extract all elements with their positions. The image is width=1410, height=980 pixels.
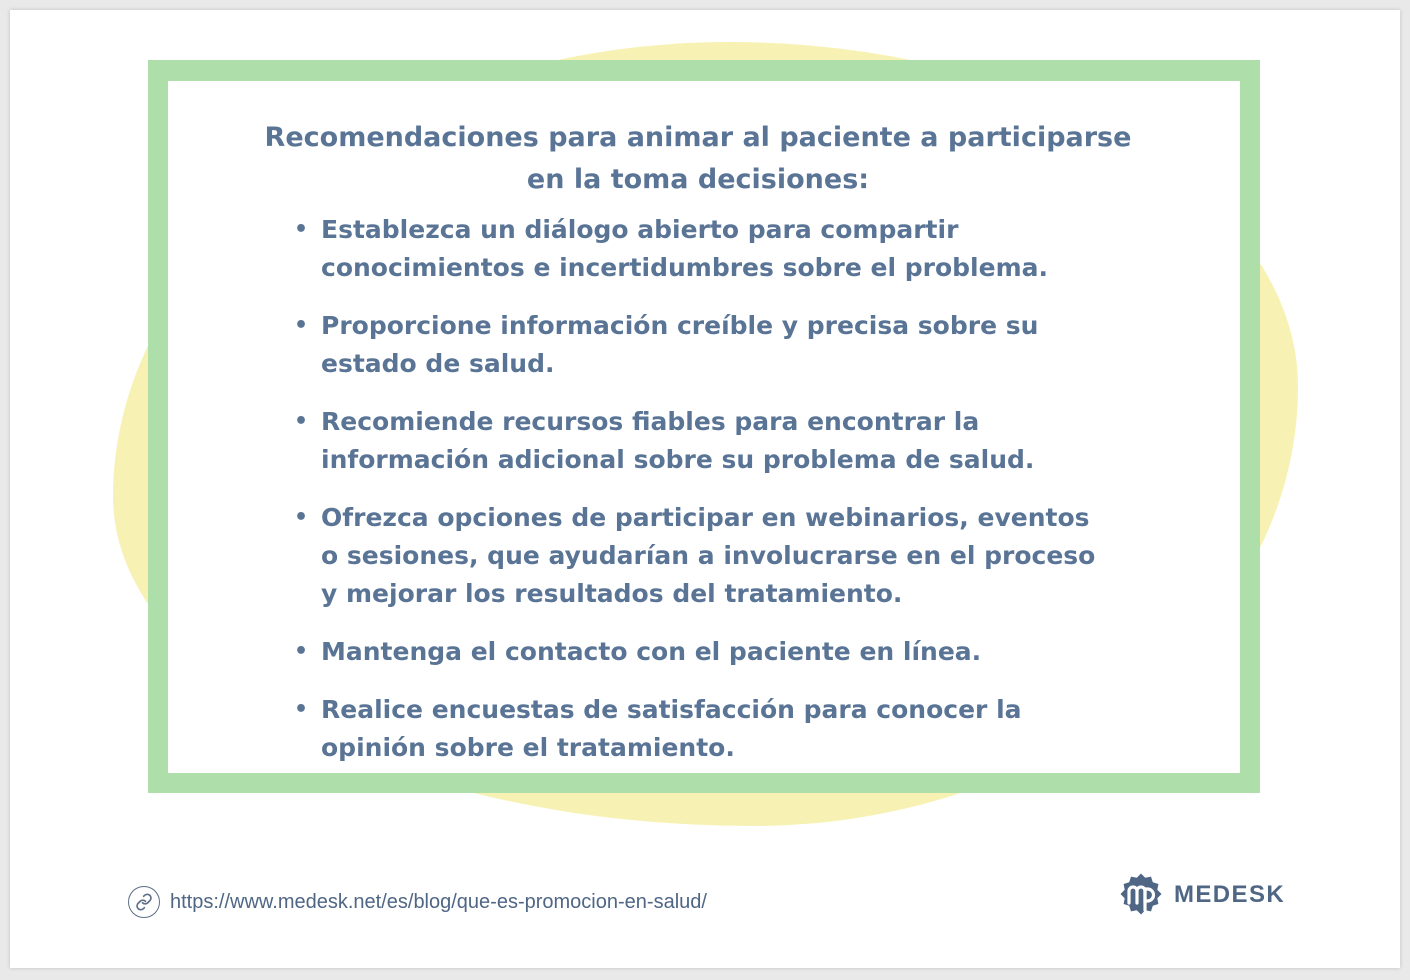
content-frame: [148, 60, 1260, 793]
recommendations-list: [294, 211, 1114, 787]
bullet-point: •: [294, 409, 309, 434]
bullet-point: •: [294, 639, 309, 664]
list-item: [294, 403, 1114, 479]
source-link[interactable]: [128, 885, 707, 919]
content-panel: [168, 81, 1240, 773]
list-item-text: Establezca un diálogo abierto para compartir conocimientos e incertidumbres sobre el problema.: [321, 215, 1049, 282]
list-item: [294, 307, 1114, 383]
list-item-text: Ofrezca opciones de participar en webinarios, eventos o sesiones, que ayudarían a involucrarse en el proceso y mejorar los resultados del tratamiento.: [321, 503, 1096, 608]
list-item: [294, 211, 1114, 287]
bullet-point: •: [294, 697, 309, 722]
list-item-text: Realice encuestas de satisfacción para conocer la opinión sobre el tratamiento.: [321, 695, 1022, 762]
list-item: [294, 691, 1114, 767]
bullet-point: •: [294, 505, 309, 530]
title-line-2: en la toma decisiones:: [526, 164, 870, 195]
list-item-text: Proporcione información creíble y precisa sobre su estado de salud.: [321, 311, 1039, 378]
bullet-point: •: [294, 217, 309, 242]
list-item-text: Recomiende recursos fiables para encontrar la información adicional sobre su problema de salud.: [321, 407, 1035, 474]
list-item-text: Mantenga el contacto con el paciente en línea.: [321, 637, 982, 666]
link-icon: [128, 886, 160, 918]
source-url[interactable]: https://www.medesk.net/es/blog/que-es-promocion-en-salud/: [170, 890, 707, 913]
brand-name: MEDESK: [1174, 881, 1286, 908]
medesk-logo: [1118, 872, 1164, 918]
panel-title: [248, 117, 1148, 201]
list-item: [294, 633, 1114, 671]
medesk-brand: [1118, 871, 1285, 919]
infographic-card: [10, 10, 1400, 968]
title-line-1: Recomendaciones para animar al paciente a participarse: [264, 122, 1132, 153]
bullet-point: •: [294, 313, 309, 338]
list-item: [294, 499, 1114, 613]
